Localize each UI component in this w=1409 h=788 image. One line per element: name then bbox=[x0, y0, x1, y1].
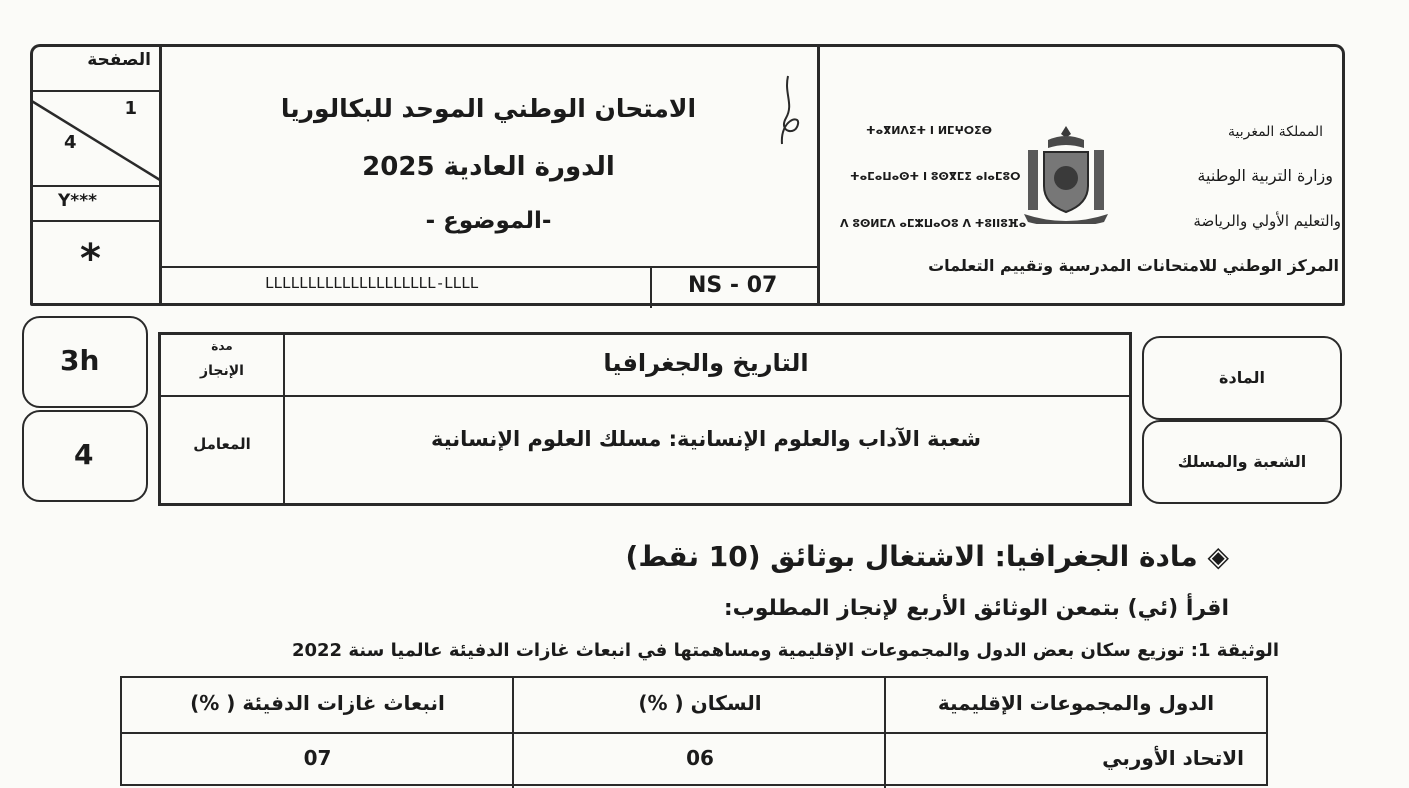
page-current: 1 bbox=[124, 98, 137, 119]
table-header-cell bbox=[884, 678, 1266, 732]
subject-label: المادة bbox=[1219, 368, 1265, 387]
coefficient-label: المعامل bbox=[193, 435, 251, 453]
page-label: الصفحة bbox=[87, 50, 151, 70]
exam-session: الدورة العادية 2025 bbox=[362, 152, 615, 182]
subject-name: التاريخ والجغرافيا bbox=[603, 349, 809, 377]
track-cell bbox=[283, 395, 1129, 503]
section-bullet-icon: ◈ bbox=[1207, 540, 1229, 573]
table-cell bbox=[884, 732, 1266, 788]
table-row bbox=[122, 732, 1266, 788]
duration-label-cell bbox=[161, 335, 285, 397]
exam-code-cell bbox=[650, 268, 822, 308]
ministry-line-3: والتعليم الأولي والرياضة bbox=[1193, 212, 1341, 230]
code-cell bbox=[30, 187, 159, 222]
star-cell bbox=[30, 222, 159, 306]
table-header-row bbox=[122, 678, 1266, 734]
duration-label-1: مدة bbox=[211, 339, 233, 353]
row-region: الاتحاد الأوربي bbox=[1102, 746, 1244, 770]
tifinagh-line-3: ⴷ ⵓⵙⵍⵎⴷ ⴰⵎⵣⵡⴰⵔⵓ ⴷ ⵜⵓⵏⵏⵓⴼⴰ bbox=[840, 217, 1027, 230]
exam-title-box bbox=[160, 44, 820, 306]
section-title: مادة الجغرافيا: الاشتغال بوثائق (10 نقط) bbox=[625, 540, 1198, 573]
ministry-line-2: وزارة التربية الوطنية bbox=[1197, 166, 1333, 185]
tifinagh-line-2: ⵜⴰⵎⴰⵡⴰⵙⵜ ⵏ ⵓⵙⴳⵎⵉ ⴰⵏⴰⵎⵓⵔ bbox=[850, 170, 1021, 183]
table-header-cell bbox=[512, 678, 886, 732]
exam-center: المركز الوطني للامتحانات المدرسية وتقييم التعلمات bbox=[928, 256, 1339, 275]
document-1-table bbox=[120, 676, 1268, 786]
barcode-text: LLLLLLLLLLLLLLLLLLLL-LLLL bbox=[265, 274, 479, 292]
signature-icon bbox=[768, 74, 808, 154]
star-mark: * bbox=[80, 236, 101, 282]
header-countries: الدول والمجموعات الإقليمية bbox=[937, 691, 1215, 715]
coefficient-value: 4 bbox=[74, 438, 94, 471]
page-fraction-cell bbox=[30, 92, 159, 187]
duration-label-2: الإنجاز bbox=[200, 363, 244, 379]
subject-heading: -الموضوع - bbox=[425, 208, 552, 234]
instruction: اقرأ (ئي) بتمعن الوثائق الأربع لإنجاز المطلوب: bbox=[723, 596, 1229, 621]
subject-cell bbox=[283, 335, 1129, 397]
table-cell bbox=[512, 732, 886, 788]
duration-value-box bbox=[22, 316, 148, 408]
row-emissions: 07 bbox=[303, 746, 332, 770]
coefficient-label-cell bbox=[161, 395, 285, 503]
coefficient-value-box bbox=[22, 410, 148, 502]
subject-info-table bbox=[158, 332, 1132, 506]
track-label-box bbox=[1142, 420, 1342, 504]
duration-value: 3h bbox=[60, 344, 100, 377]
ministry-box bbox=[820, 44, 1345, 306]
table-header-cell bbox=[122, 678, 513, 732]
ministry-line-1: المملكة المغربية bbox=[1227, 124, 1323, 140]
row-population: 06 bbox=[686, 746, 714, 770]
page-number-box bbox=[30, 44, 162, 306]
coat-of-arms-icon bbox=[1018, 124, 1114, 224]
subject-label-box bbox=[1142, 336, 1342, 420]
code-mark: Y*** bbox=[58, 191, 97, 211]
track-name: شعبة الآداب والعلوم الإنسانية: مسلك العلوم الإنسانية bbox=[430, 427, 981, 451]
page-label-cell bbox=[30, 44, 159, 92]
header-population: السكان ( %) bbox=[638, 691, 762, 715]
exam-title: الامتحان الوطني الموحد للبكالوريا bbox=[280, 94, 697, 123]
exam-code: NS - 07 bbox=[688, 273, 778, 298]
tifinagh-line-1: ⵜⴰⴳⵍⴷⵉⵜ ⵏ ⵍⵎⵖⵔⵉⴱ bbox=[866, 124, 993, 137]
code-strip bbox=[160, 266, 817, 308]
page-total: 4 bbox=[64, 132, 77, 153]
document-1-caption: الوثيقة 1: توزيع سكان بعض الدول والمجموعات الإقليمية ومساهمتها في انبعاث غازات الدفيئة عالميا سنة 2022 bbox=[291, 640, 1279, 661]
table-cell bbox=[122, 732, 513, 788]
header-emissions: انبعاث غازات الدفيئة ( %) bbox=[190, 691, 445, 715]
fraction-slash-icon bbox=[30, 92, 160, 187]
section-title-line bbox=[626, 540, 1229, 573]
track-label: الشعبة والمسلك bbox=[1177, 452, 1307, 471]
